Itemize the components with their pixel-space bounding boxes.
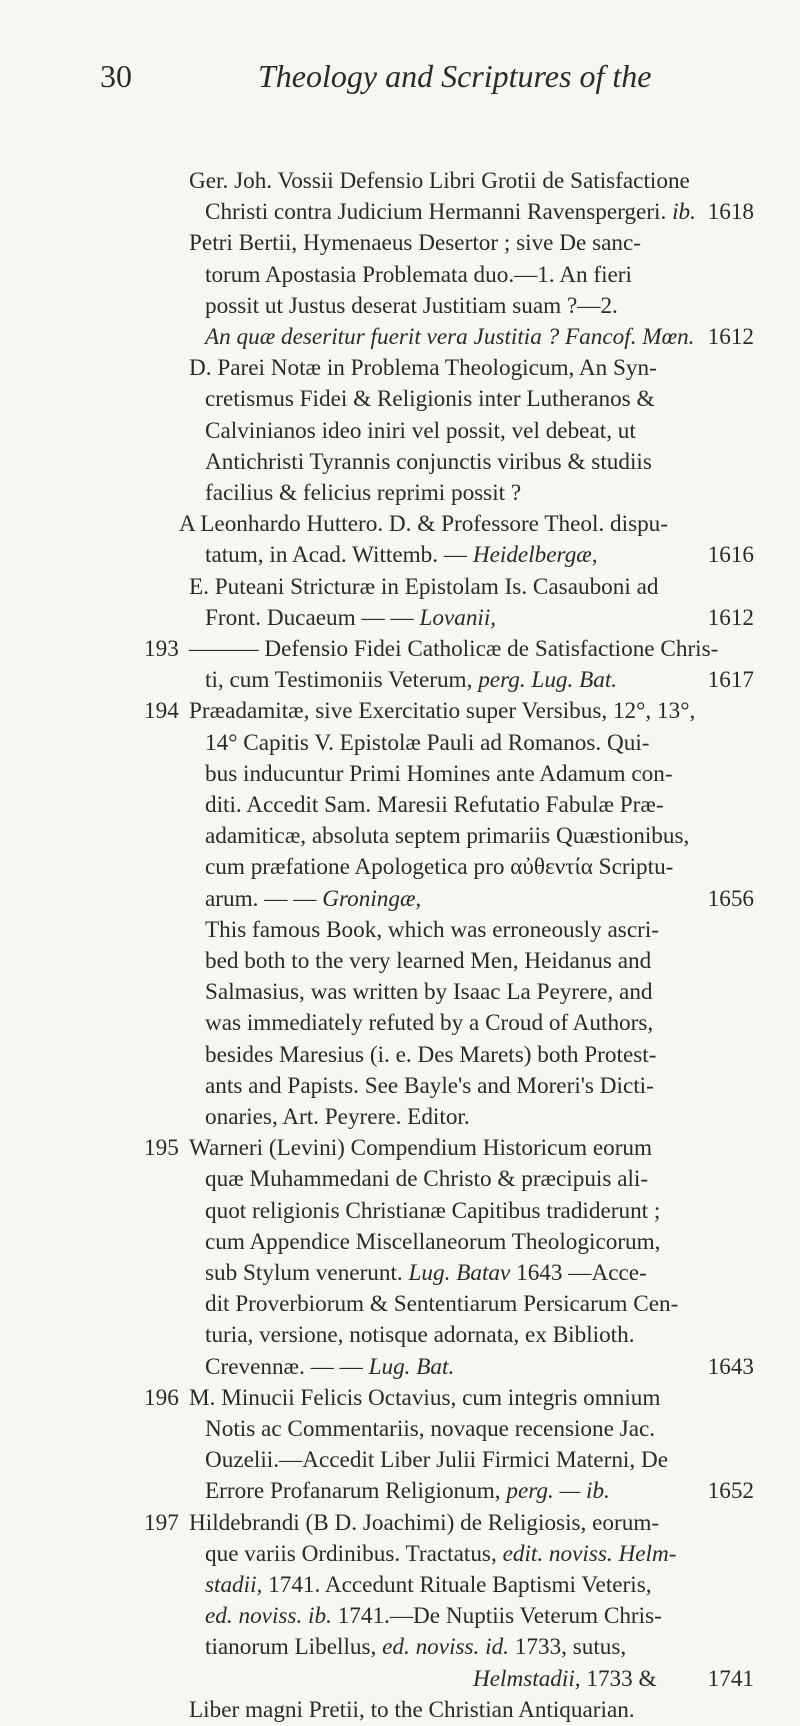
entry-number: 194 [144, 698, 179, 725]
line-italic-text: edit. noviss. Helm- [502, 1540, 677, 1567]
line-text [205, 1445, 668, 1476]
publication-year: 1617 [707, 667, 754, 694]
line-tail-text: 1741. Accedunt Rituale Baptismi Veteris, [262, 1572, 652, 1598]
line-italic-text: perg. Lug. Bat. [478, 667, 618, 694]
text-line [0, 228, 800, 259]
line-main-text: sub Stylum venerunt. [205, 1260, 403, 1286]
text-line [0, 759, 800, 790]
line-main-text: Petri Bertii, Hymenaeus Desertor ; sive De sanc- [189, 230, 642, 257]
text-line [0, 1508, 800, 1539]
line-text [205, 884, 421, 915]
line-text [205, 447, 652, 478]
line-text [473, 1664, 657, 1695]
line-main-text: facilius & felicius reprimi possit ? [205, 480, 522, 506]
line-main-text: Ger. Joh. Vossii Defensio Libri Grotii de Satisfactione [189, 168, 690, 194]
text-line [0, 1320, 800, 1351]
entry-number: 196 [144, 1384, 179, 1411]
line-text [205, 1258, 647, 1289]
text-line [0, 353, 800, 384]
line-main-text: bus inducuntur Primi Homines ante Adamum con- [205, 760, 673, 787]
text-line [0, 1632, 800, 1663]
text-line [0, 1445, 800, 1476]
line-tail-text: 1741.—De Nuptiis Veterum Chris- [331, 1603, 662, 1630]
line-main-text: dit Proverbiorum & Sententiarum Persicarum Cen- [205, 1291, 679, 1318]
line-text [205, 1196, 660, 1227]
text-line [0, 915, 800, 946]
line-main-text: possit ut Justus deserat Justitiam suam ?—2. [205, 292, 618, 319]
line-text [205, 1102, 470, 1133]
text-line [0, 291, 800, 322]
line-main-text: tatum, in Acad. Wittemb. — [205, 542, 468, 569]
line-text [205, 1320, 635, 1351]
line-main-text: tianorum Libellus, [205, 1634, 377, 1661]
line-text [205, 1601, 662, 1632]
line-italic-text: stadii, [205, 1572, 263, 1598]
line-text [189, 166, 690, 197]
line-text [205, 946, 651, 977]
line-text [205, 540, 598, 571]
text-line [0, 696, 800, 727]
line-text [205, 1071, 654, 1102]
line-italic-text: ib. [672, 199, 696, 226]
text-line [0, 1383, 800, 1414]
line-text [205, 322, 694, 353]
line-text [205, 291, 618, 322]
line-main-text: arum. — — [205, 885, 317, 912]
line-text [189, 1133, 652, 1164]
text-line [0, 1414, 800, 1445]
line-main-text: quæ Muhammedani de Christo & præcipuis ali- [205, 1166, 649, 1193]
line-text [205, 1352, 454, 1383]
line-main-text: Crevennæ. — — [205, 1353, 363, 1380]
line-text [205, 478, 521, 509]
text-line [0, 728, 800, 759]
line-italic-text: Groningæ, [322, 885, 422, 912]
line-italic-text: Helmstadii, [473, 1665, 581, 1692]
line-main-text: onaries, Art. Peyrere. Editor. [205, 1104, 470, 1130]
line-text [205, 1476, 610, 1507]
entry-number: 197 [144, 1509, 179, 1536]
line-main-text: Salmasius, was written by Isaac La Peyrere, and [205, 979, 653, 1006]
line-text [205, 1040, 656, 1071]
line-text [189, 1508, 659, 1539]
line-text [189, 634, 718, 665]
line-main-text: This famous Book, which was erroneously ascri- [205, 916, 659, 943]
line-text [189, 228, 641, 259]
publication-year: 1616 [707, 542, 754, 569]
text-line [0, 1071, 800, 1102]
line-text [205, 728, 650, 759]
line-main-text: was immediately refuted by a Croud of Authors, [205, 1010, 654, 1037]
line-main-text: torum Apostasia Problemata duo.—1. An fieri [205, 261, 632, 288]
line-text [205, 1539, 676, 1570]
text-line [0, 1227, 800, 1258]
line-italic-text: perg. — ib. [506, 1478, 610, 1505]
entry-number: 195 [144, 1135, 179, 1162]
line-main-text: Liber magni Pretii, to the Christian Antiquarian. [189, 1696, 635, 1723]
line-main-text: A Leonhardo Huttero. D. & Professore Theol. dispu- [179, 511, 668, 538]
text-line [0, 1539, 800, 1570]
text-line [0, 634, 800, 665]
text-line [0, 384, 800, 415]
line-main-text: Hildebrandi (B D. Joachimi) de Religiosis, eorum- [189, 1509, 660, 1536]
text-line [0, 946, 800, 977]
line-main-text: besides Maresius (i. e. Des Marets) both Protest- [205, 1041, 657, 1068]
line-main-text: ——— Defensio Fidei Catholicæ de Satisfactione Chris- [189, 636, 719, 662]
line-text [205, 790, 664, 821]
publication-year: 1643 [707, 1353, 754, 1380]
text-line [0, 1258, 800, 1289]
line-italic-text: Heidelbergæ, [472, 542, 598, 569]
line-italic-text: Lug. Bat. [368, 1353, 455, 1380]
line-main-text: Front. Ducaeum — — [205, 604, 414, 631]
line-main-text: M. Minucii Felicis Octavius, cum integris omnium [189, 1384, 661, 1411]
text-line [0, 1040, 800, 1071]
line-main-text: Warneri (Levini) Compendium Historicum eorum [189, 1135, 653, 1162]
text-line [0, 447, 800, 478]
line-tail-text: 1733, sutus, [508, 1634, 627, 1661]
entry-number: 193 [144, 636, 179, 662]
line-text [205, 384, 655, 415]
line-text [205, 260, 632, 291]
line-main-text: quot religionis Christianæ Capitibus tradiderunt ; [205, 1197, 661, 1224]
line-main-text: Præadamitæ, sive Exercitatio super Versibus, 12°, 13°, [189, 698, 696, 725]
line-main-text: Errore Profanarum Religionum, [205, 1478, 501, 1505]
line-text [205, 977, 653, 1008]
line-main-text: 14° Capitis V. Epistolæ Pauli ad Romanos. Qui- [205, 729, 650, 756]
text-line [0, 1664, 800, 1695]
line-main-text: E. Puteani Stricturæ in Epistolam Is. Casauboni ad [189, 573, 659, 600]
text-line [0, 977, 800, 1008]
line-main-text: ti, cum Testimoniis Veterum, [205, 667, 473, 694]
line-main-text: Notis ac Commentariis, novaque recensione Jac. [205, 1416, 656, 1442]
line-text [189, 572, 659, 603]
line-main-text: bed both to the very learned Men, Heidanus and [205, 948, 652, 974]
text-line [0, 1601, 800, 1632]
line-italic-text: ed. noviss. id. [382, 1634, 509, 1661]
line-main-text: Calvinianos ideo iniri vel possit, vel debeat, ut [205, 417, 636, 444]
publication-year: 1741 [707, 1665, 754, 1692]
text-line [0, 1164, 800, 1195]
text-line [0, 1133, 800, 1164]
line-text [205, 915, 659, 946]
line-text [205, 759, 673, 790]
line-italic-text: ed. noviss. ib. [205, 1603, 332, 1630]
line-text [189, 1383, 660, 1414]
line-tail-text: 1643 —Acce- [510, 1260, 647, 1286]
line-text [205, 1227, 660, 1258]
line-main-text: cum Appendice Miscellaneorum Theologicorum, [205, 1228, 661, 1255]
text-line [0, 884, 800, 915]
line-text [205, 665, 617, 696]
line-text [205, 197, 696, 228]
line-main-text: D. Parei Notæ in Problema Theologicum, An Syn- [189, 355, 657, 382]
text-line [0, 260, 800, 291]
line-italic-text: Lovanii, [419, 604, 497, 631]
text-line [0, 1008, 800, 1039]
line-text [179, 509, 668, 540]
text-line [0, 1102, 800, 1133]
line-text [205, 1164, 648, 1195]
text-line [0, 852, 800, 883]
line-tail-text: 1733 & [580, 1665, 657, 1692]
publication-year: 1656 [707, 885, 754, 912]
line-main-text: diti. Accedit Sam. Maresii Refutatio Fabulæ Præ- [205, 792, 664, 818]
line-italic-text: Lug. Batav [408, 1260, 511, 1286]
text-line [0, 1289, 800, 1320]
line-text [205, 821, 689, 852]
text-line [0, 197, 800, 228]
line-main-text: ants and Papists. See Bayle's and Moreri's Dicti- [205, 1072, 654, 1099]
line-main-text: turia, versione, notisque adornata, ex Biblioth. [205, 1322, 635, 1349]
line-main-text: que variis Ordinibus. Tractatus, [205, 1540, 497, 1567]
line-text [205, 1008, 653, 1039]
line-main-text: adamiticæ, absoluta septem primariis Quæstionibus, [205, 823, 690, 850]
line-text [205, 1414, 655, 1445]
running-title: Theology and Scriptures of the [258, 58, 652, 94]
line-main-text: Christi contra Judicium Hermanni Ravenspergeri. [205, 199, 667, 226]
line-text [205, 603, 496, 634]
text-line [0, 1570, 800, 1601]
text-line [0, 1476, 800, 1507]
text-line [0, 790, 800, 821]
text-line [0, 322, 800, 353]
line-main-text: cretismus Fidei & Religionis inter Lutheranos & [205, 386, 655, 413]
line-text [189, 696, 695, 727]
line-text [205, 1289, 678, 1320]
line-text [205, 1632, 626, 1663]
line-main-text: Ouzelii.—Accedit Liber Julii Firmici Materni, De [205, 1447, 668, 1474]
text-line [0, 416, 800, 447]
text-line [0, 540, 800, 571]
publication-year: 1612 [707, 324, 754, 350]
line-italic-text: An quæ deseritur fuerit vera Justitia ? Fancof. Mœn. [205, 324, 695, 350]
line-text [189, 1695, 635, 1726]
text-line [0, 1695, 800, 1726]
text-line [0, 1352, 800, 1383]
text-line [0, 572, 800, 603]
line-main-text: cum præfatione Apologetica pro αὐθεντία Scriptu- [205, 854, 674, 881]
publication-year: 1618 [707, 199, 754, 226]
text-line [0, 1196, 800, 1227]
text-line [0, 665, 800, 696]
line-text [205, 416, 636, 447]
text-line [0, 166, 800, 197]
text-line [0, 509, 800, 540]
text-line [0, 478, 800, 509]
line-text [205, 852, 673, 883]
page-number: 30 [100, 58, 132, 94]
line-main-text: Antichristi Tyrannis conjunctis viribus & studiis [205, 448, 652, 475]
publication-year: 1612 [707, 604, 754, 631]
line-text [205, 1570, 652, 1601]
text-line [0, 603, 800, 634]
line-text [189, 353, 657, 384]
text-line [0, 821, 800, 852]
publication-year: 1652 [707, 1478, 754, 1505]
